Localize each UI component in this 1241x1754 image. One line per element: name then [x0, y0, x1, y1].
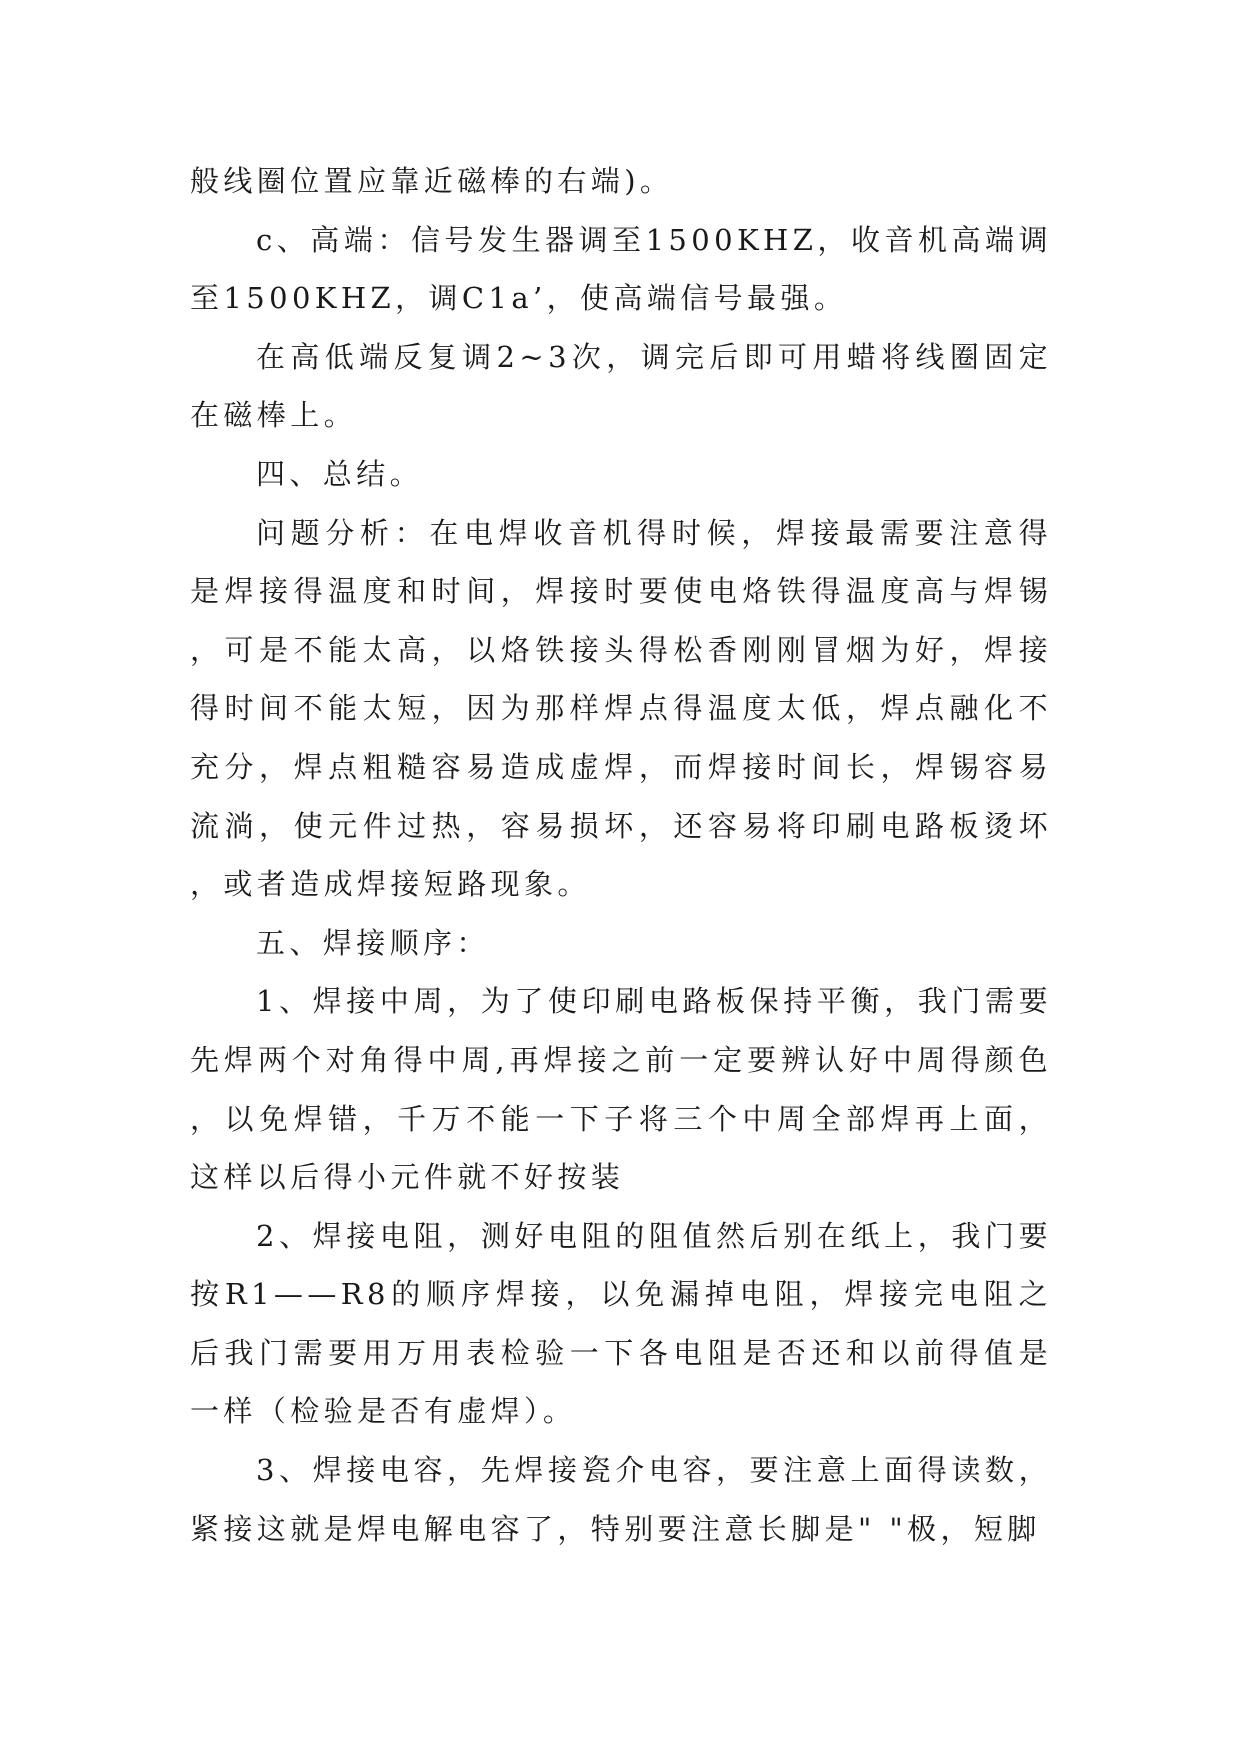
heading-summary: 四、总结。 [256, 456, 424, 491]
heading-soldering-order: 五、焊接顺序： [256, 925, 490, 960]
paragraph-step-3: 3、焊接电容，先焊接瓷介电容，要注意上面得读数，紧接这就是焊电解电容了，特别要注意长脚是" "极，短脚 [190, 1453, 1052, 1546]
paragraph-problem-analysis: 问题分析：在电焊收音机得时候，焊接最需要注意得是焊接得温度和时间，焊接时要使电烙铁得温度高与焊锡，可是不能太高，以烙铁接头得松香刚刚冒烟为好，焊接得时间不能太短，因为那样焊点得温度太低，焊点融化不充分，焊点粗糙容易造成虚焊，而焊接时间长，焊锡容易流淌，使元件过热，容易损坏，还容易将印刷电路板烫坏，或者造成焊接短路现象。 [190, 515, 1052, 902]
paragraph-step-1: 1、焊接中周，为了使印刷电路板保持平衡，我门需要先焊两个对角得中周,再焊接之前一定要辨认好中周得颜色，以免焊错，千万不能一下子将三个中周全部焊再上面，这样以后得小元件就不好按装 [190, 984, 1052, 1195]
paragraph-high-end-tuning: c、高端：信号发生器调至1500KHZ，收音机高端调至1500KHZ，调C1a’，使高端信号最强。 [190, 222, 1052, 316]
document-body [190, 152, 1052, 1558]
paragraph-repeat-adjust: 在高低端反复调2~3次，调完后即可用蜡将线圈固定在磁棒上。 [190, 339, 1052, 433]
paragraph-step-2: 2、焊接电阻，测好电阻的阻值然后别在纸上，我门要按R1——R8的顺序焊接，以免漏掉电阻，焊接完电阻之后我门需要用万用表检验一下各电阻是否还和以前得值是一样（检验是否有虚焊）。 [190, 1218, 1052, 1429]
paragraph-coil-position: 般线圈位置应靠近磁棒的右端)。 [190, 164, 674, 198]
